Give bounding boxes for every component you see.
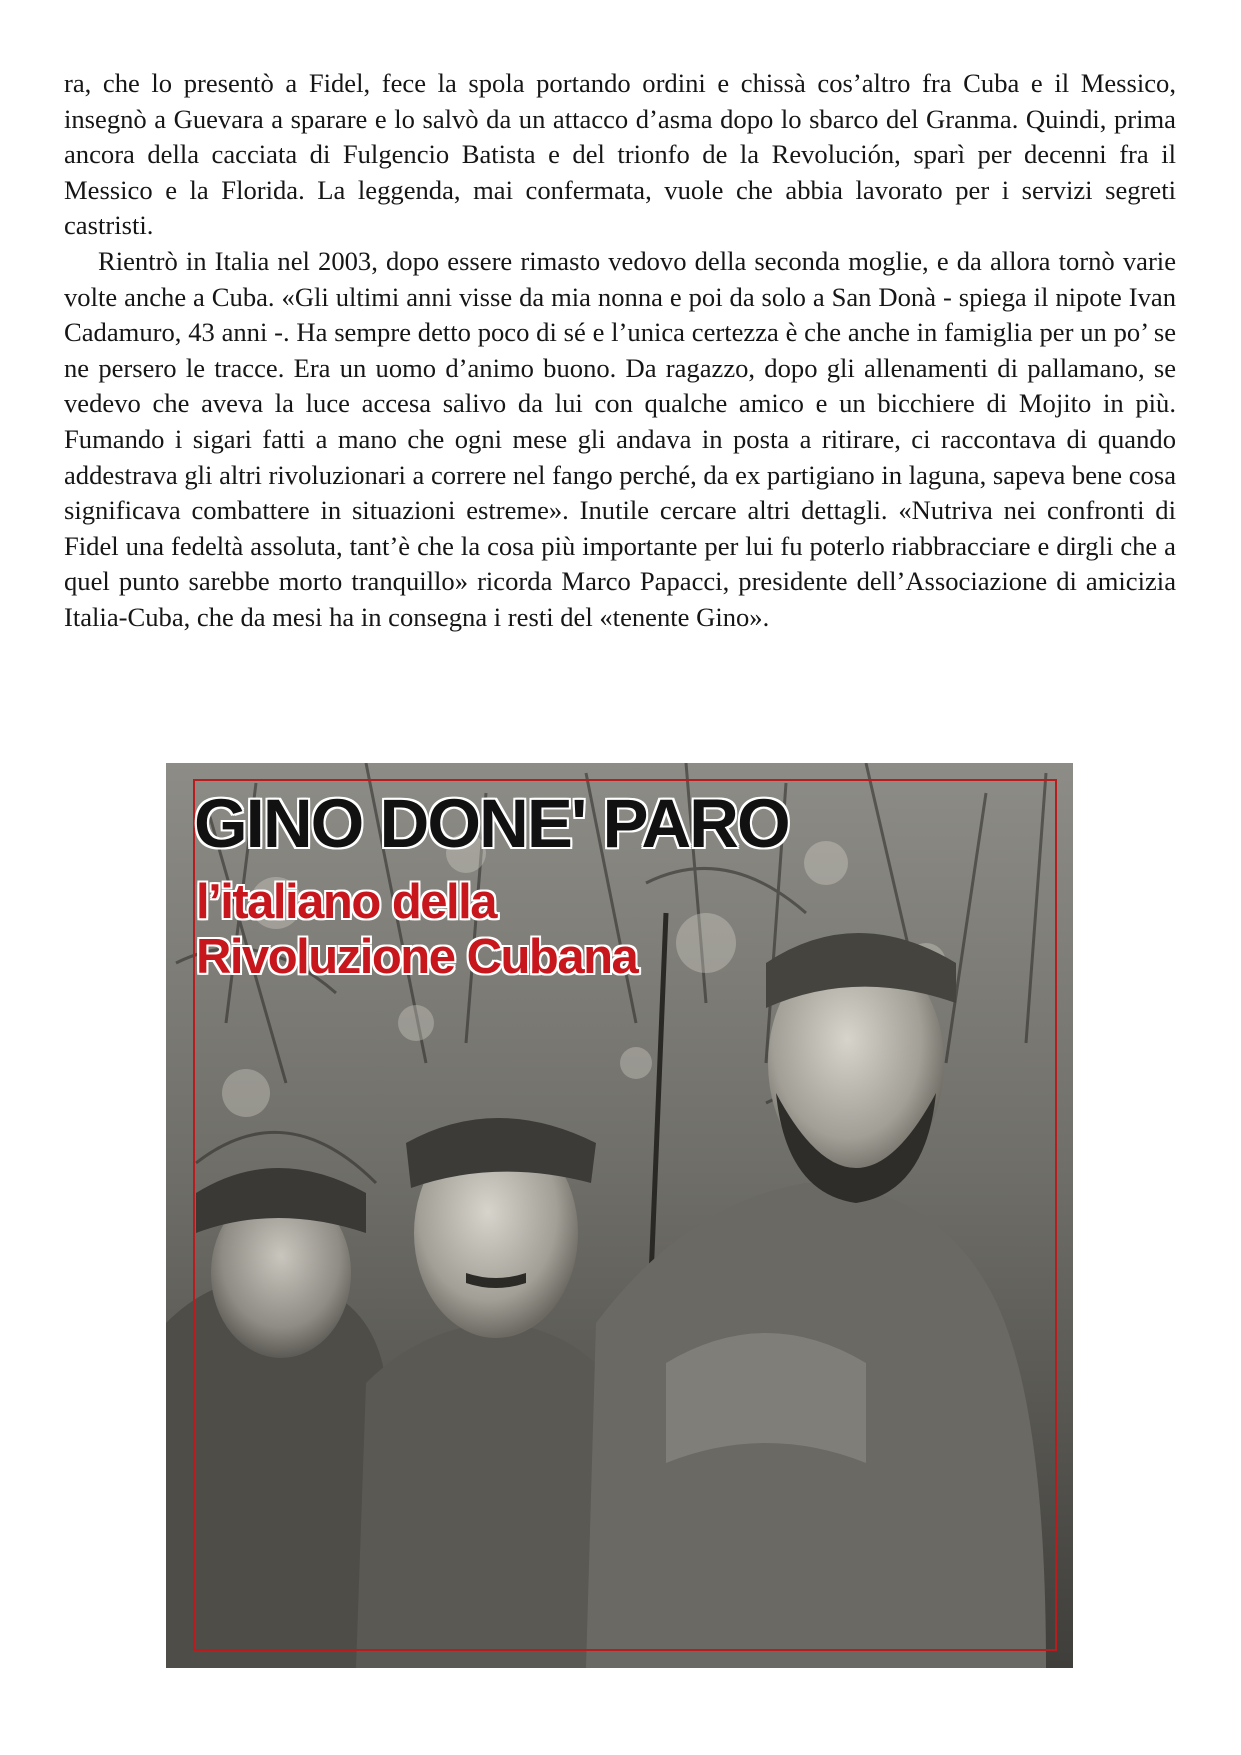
poster-title: GINO DONE' PARO (194, 785, 789, 862)
article-paragraph: Rientrò in Italia nel 2003, dopo essere rimasto vedovo della seconda moglie, e da allora tornò varie volte anche a Cuba. «Gli ultimi anni visse da mia nonna e poi da solo a San Donà - spiega il nipote Ivan Cadamuro, 43 anni -. Ha sempre detto poco di sé e l’unica certezza è che anche in famiglia per un po’ se ne persero le tracce. Era un uomo d’animo buono. Da ragazzo, dopo gli allenamenti di pallamano, se vedevo che aveva la luce accesa salivo da lui con qualche amico e un bicchiere di Mojito in più. Fumando i sigari fatti a mano che ogni mese gli andava in posta a ritirare, ci raccontava di quando addestrava gli altri rivoluzionari a correre nel fango perché, da ex partigiano in laguna, sapeva bene cosa significava combattere in situazioni estreme». Inutile cercare altri dettagli. «Nutriva nei confronti di Fidel una fedeltà assoluta, tant’è che la cosa più importante per lui fu poterlo riabbracciare e dirgli che a quel punto sarebbe morto tranquillo» ricorda Marco Papacci, presidente dell’Associazione di amicizia Italia-Cuba, che da mesi ha in consegna i resti del «tenente Gino». (64, 245, 1177, 632)
poster-subtitle-line-1: l’italiano della (196, 875, 497, 929)
poster-subtitle-line-2: Rivoluzione Cubana (196, 930, 638, 984)
article-body (64, 66, 1176, 636)
poster-subtitle (196, 875, 816, 985)
article-paragraph: ra, che lo presentò a Fidel, fece la spola portando ordini e chissà cos’altro fra Cuba e il Messico, insegnò a Guevara a sparare e lo salvò da un attacco d’asma dopo lo sbarco del Granma. Quindi, prima ancora della cacciata di Fulgencio Batista e del trionfo de la Revolución, sparì per decenni fra il Messico e la Florida. La leggenda, mai confermata, vuole che abbia lavorato per i servizi segreti castristi. (64, 68, 1176, 241)
